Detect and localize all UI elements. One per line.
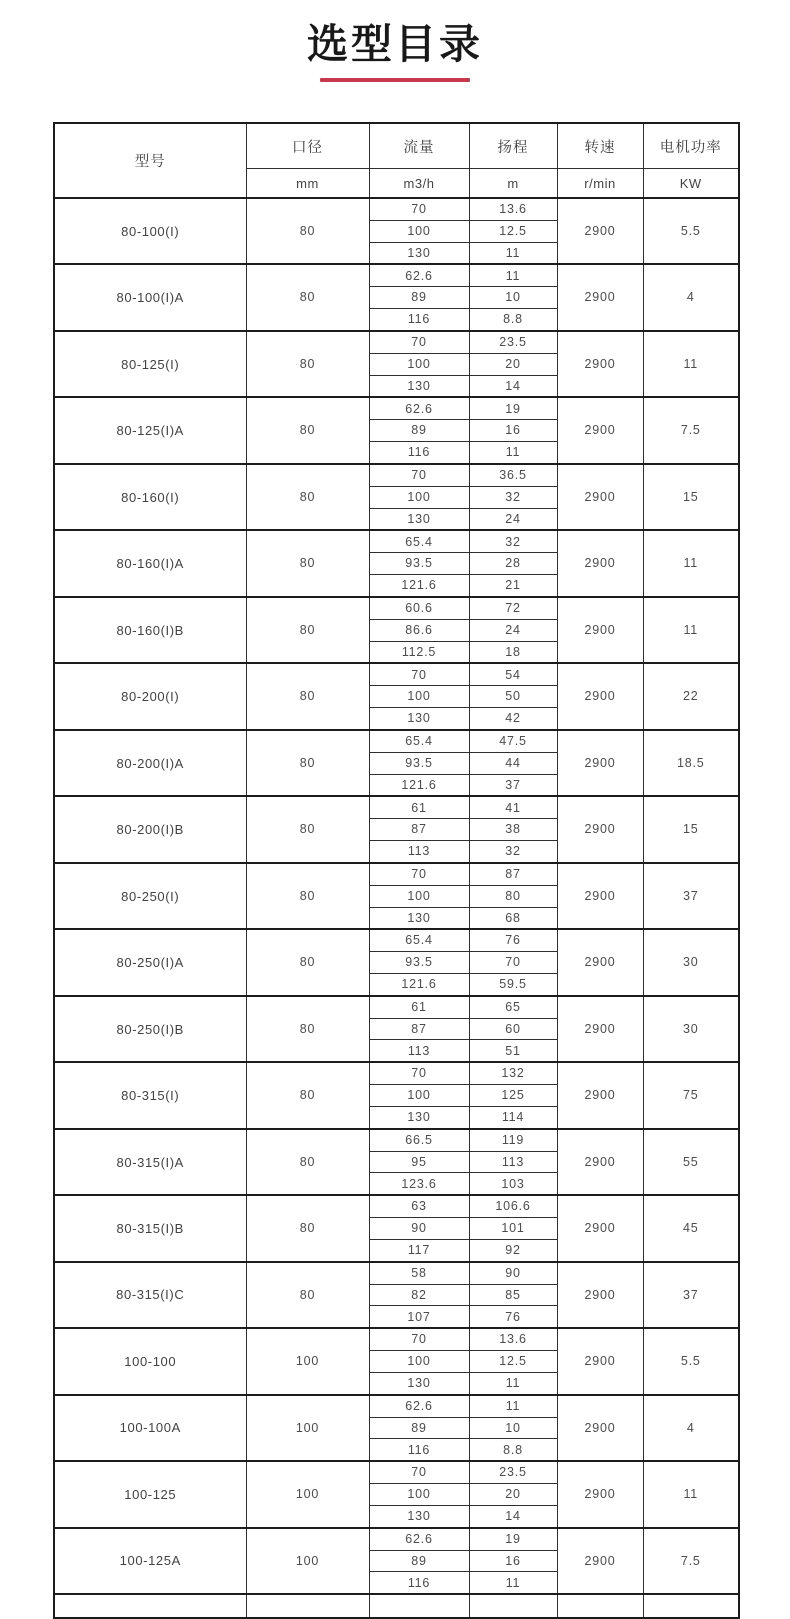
table-row-cutoff: [54, 1594, 739, 1618]
power-cell: 11: [643, 530, 739, 596]
diameter-cell: 80: [246, 863, 369, 929]
head-cell: 10: [469, 287, 557, 309]
flow-cell: 87: [369, 1018, 469, 1040]
col-header-speed: 转速: [557, 123, 643, 169]
power-cell: 18.5: [643, 730, 739, 796]
table-row: [54, 397, 739, 419]
table-row: [54, 1129, 739, 1151]
head-cell: 101: [469, 1218, 557, 1240]
table-row: [54, 331, 739, 353]
head-cell: 20: [469, 1484, 557, 1506]
power-cell: 37: [643, 1262, 739, 1328]
flow-cell: 70: [369, 198, 469, 220]
flow-cell: 62.6: [369, 264, 469, 286]
diameter-cell: 80: [246, 1129, 369, 1195]
head-cell: 41: [469, 796, 557, 818]
head-cell: 16: [469, 420, 557, 442]
flow-cell: 93.5: [369, 952, 469, 974]
flow-cell: 65.4: [369, 730, 469, 752]
flow-cell: 116: [369, 309, 469, 331]
speed-cell: 2900: [557, 1262, 643, 1328]
head-cell: 50: [469, 686, 557, 708]
speed-cell: 2900: [557, 996, 643, 1062]
head-cell: 14: [469, 375, 557, 397]
flow-cell: 61: [369, 796, 469, 818]
speed-cell: 2900: [557, 1528, 643, 1594]
table-row: [54, 796, 739, 818]
flow-cell: 130: [369, 242, 469, 264]
flow-cell: 58: [369, 1262, 469, 1284]
model-cell: 80-200(I)A: [54, 730, 246, 796]
head-cell: 85: [469, 1284, 557, 1306]
head-cell: 59.5: [469, 973, 557, 995]
flow-cell: 66.5: [369, 1129, 469, 1151]
head-cell: 16: [469, 1550, 557, 1572]
catalog-table-body: [54, 198, 739, 1618]
title-underline-accent: [320, 78, 470, 82]
table-row: [54, 730, 739, 752]
flow-cell: 130: [369, 1372, 469, 1394]
table-header: [54, 123, 739, 198]
unit-diameter: mm: [246, 169, 369, 199]
col-header-head: 扬程: [469, 123, 557, 169]
head-cell: 19: [469, 1528, 557, 1550]
head-cell: 132: [469, 1062, 557, 1084]
flow-cell: 113: [369, 841, 469, 863]
head-cell: 60: [469, 1018, 557, 1040]
model-cell: 80-125(I): [54, 331, 246, 397]
flow-cell: 116: [369, 1572, 469, 1594]
flow-cell: 95: [369, 1151, 469, 1173]
flow-cell: 100: [369, 1085, 469, 1107]
table-row: [54, 929, 739, 951]
flow-cell: 70: [369, 464, 469, 486]
head-cell: 44: [469, 752, 557, 774]
model-cell: 80-160(I)A: [54, 530, 246, 596]
head-cell: 90: [469, 1262, 557, 1284]
flow-cell: 70: [369, 663, 469, 685]
flow-cell: 100: [369, 686, 469, 708]
head-cell: 80: [469, 885, 557, 907]
head-cell: 19: [469, 397, 557, 419]
power-cell: 15: [643, 796, 739, 862]
table-row: [54, 996, 739, 1018]
flow-cell: 130: [369, 375, 469, 397]
diameter-cell: 80: [246, 331, 369, 397]
speed-cell: 2900: [557, 530, 643, 596]
flow-cell: 130: [369, 1505, 469, 1527]
head-cell: 103: [469, 1173, 557, 1195]
flow-cell: 117: [369, 1239, 469, 1261]
col-header-power: 电机功率: [643, 123, 739, 169]
head-cell: 12.5: [469, 1351, 557, 1373]
speed-cell: 2900: [557, 929, 643, 995]
flow-cell: 60.6: [369, 597, 469, 619]
head-cell: 23.5: [469, 1461, 557, 1483]
table-row: [54, 597, 739, 619]
flow-cell: 63: [369, 1195, 469, 1217]
power-cell: 30: [643, 996, 739, 1062]
power-cell: 7.5: [643, 1528, 739, 1594]
head-cell: 11: [469, 1395, 557, 1417]
flow-cell: 89: [369, 287, 469, 309]
head-cell: 20: [469, 353, 557, 375]
head-cell: 11: [469, 1572, 557, 1594]
speed-cell: 2900: [557, 1062, 643, 1128]
page-title: 选型目录: [307, 21, 483, 67]
flow-cell: 123.6: [369, 1173, 469, 1195]
diameter-cell: 100: [246, 1328, 369, 1394]
diameter-cell: 100: [246, 1461, 369, 1527]
diameter-cell: 80: [246, 264, 369, 330]
table-row: [54, 1062, 739, 1084]
speed-cell: 2900: [557, 597, 643, 663]
power-cell: 30: [643, 929, 739, 995]
power-cell: 22: [643, 663, 739, 729]
power-cell: 37: [643, 863, 739, 929]
col-header-model: 型号: [54, 123, 246, 198]
head-cell: 70: [469, 952, 557, 974]
model-cell: 80-315(I): [54, 1062, 246, 1128]
head-cell: 24: [469, 619, 557, 641]
stub-cell: [469, 1594, 557, 1618]
head-cell: 8.8: [469, 309, 557, 331]
power-cell: 4: [643, 1395, 739, 1461]
head-cell: 51: [469, 1040, 557, 1062]
model-cell: 80-200(I)B: [54, 796, 246, 862]
head-cell: 12.5: [469, 220, 557, 242]
diameter-cell: 80: [246, 996, 369, 1062]
diameter-cell: 80: [246, 929, 369, 995]
table-row: [54, 1395, 739, 1417]
power-cell: 5.5: [643, 1328, 739, 1394]
model-cell: 80-250(I): [54, 863, 246, 929]
model-cell: 80-100(I)A: [54, 264, 246, 330]
head-cell: 72: [469, 597, 557, 619]
table-row: [54, 198, 739, 220]
flow-cell: 65.4: [369, 929, 469, 951]
unit-power: KW: [643, 169, 739, 199]
flow-cell: 100: [369, 1351, 469, 1373]
model-cell: 80-250(I)A: [54, 929, 246, 995]
flow-cell: 62.6: [369, 1528, 469, 1550]
flow-cell: 90: [369, 1218, 469, 1240]
speed-cell: 2900: [557, 1328, 643, 1394]
flow-cell: 121.6: [369, 973, 469, 995]
head-cell: 11: [469, 264, 557, 286]
flow-cell: 130: [369, 708, 469, 730]
speed-cell: 2900: [557, 1395, 643, 1461]
head-cell: 11: [469, 1372, 557, 1394]
head-cell: 47.5: [469, 730, 557, 752]
col-header-diameter: 口径: [246, 123, 369, 169]
table-row: [54, 264, 739, 286]
model-cell: 80-160(I)B: [54, 597, 246, 663]
unit-speed: r/min: [557, 169, 643, 199]
table-row: [54, 464, 739, 486]
power-cell: 4: [643, 264, 739, 330]
table-row: [54, 1528, 739, 1550]
stub-cell: [246, 1594, 369, 1618]
head-cell: 24: [469, 508, 557, 530]
flow-cell: 121.6: [369, 774, 469, 796]
head-cell: 76: [469, 1306, 557, 1328]
power-cell: 11: [643, 597, 739, 663]
head-cell: 37: [469, 774, 557, 796]
head-cell: 18: [469, 641, 557, 663]
head-cell: 76: [469, 929, 557, 951]
stub-cell: [54, 1594, 246, 1618]
head-cell: 13.6: [469, 198, 557, 220]
flow-cell: 65.4: [369, 530, 469, 552]
head-cell: 54: [469, 663, 557, 685]
table-row: [54, 663, 739, 685]
model-cell: 80-125(I)A: [54, 397, 246, 463]
diameter-cell: 80: [246, 397, 369, 463]
power-cell: 15: [643, 464, 739, 530]
head-cell: 87: [469, 863, 557, 885]
speed-cell: 2900: [557, 863, 643, 929]
selection-table: [53, 122, 740, 1619]
head-cell: 28: [469, 553, 557, 575]
model-cell: 80-315(I)C: [54, 1262, 246, 1328]
speed-cell: 2900: [557, 1195, 643, 1261]
head-cell: 68: [469, 907, 557, 929]
flow-cell: 93.5: [369, 752, 469, 774]
flow-cell: 100: [369, 353, 469, 375]
head-cell: 32: [469, 486, 557, 508]
model-cell: 100-100: [54, 1328, 246, 1394]
flow-cell: 62.6: [369, 1395, 469, 1417]
model-cell: 80-250(I)B: [54, 996, 246, 1062]
flow-cell: 86.6: [369, 619, 469, 641]
power-cell: 55: [643, 1129, 739, 1195]
flow-cell: 107: [369, 1306, 469, 1328]
flow-cell: 70: [369, 1062, 469, 1084]
flow-cell: 89: [369, 420, 469, 442]
head-cell: 32: [469, 841, 557, 863]
diameter-cell: 80: [246, 730, 369, 796]
flow-cell: 116: [369, 1439, 469, 1461]
diameter-cell: 80: [246, 597, 369, 663]
head-cell: 42: [469, 708, 557, 730]
head-cell: 106.6: [469, 1195, 557, 1217]
table-row: [54, 530, 739, 552]
model-cell: 80-315(I)B: [54, 1195, 246, 1261]
flow-cell: 112.5: [369, 641, 469, 663]
flow-cell: 82: [369, 1284, 469, 1306]
power-cell: 45: [643, 1195, 739, 1261]
diameter-cell: 100: [246, 1395, 369, 1461]
diameter-cell: 100: [246, 1528, 369, 1594]
power-cell: 5.5: [643, 198, 739, 264]
head-cell: 113: [469, 1151, 557, 1173]
model-cell: 80-315(I)A: [54, 1129, 246, 1195]
head-cell: 11: [469, 242, 557, 264]
stub-cell: [557, 1594, 643, 1618]
head-cell: 21: [469, 575, 557, 597]
speed-cell: 2900: [557, 796, 643, 862]
head-cell: 36.5: [469, 464, 557, 486]
flow-cell: 89: [369, 1550, 469, 1572]
diameter-cell: 80: [246, 1062, 369, 1128]
head-cell: 14: [469, 1505, 557, 1527]
selection-table-container: [53, 122, 738, 1619]
flow-cell: 130: [369, 1106, 469, 1128]
model-cell: 100-125: [54, 1461, 246, 1527]
diameter-cell: 80: [246, 663, 369, 729]
speed-cell: 2900: [557, 464, 643, 530]
head-cell: 32: [469, 530, 557, 552]
diameter-cell: 80: [246, 198, 369, 264]
speed-cell: 2900: [557, 1461, 643, 1527]
head-cell: 38: [469, 819, 557, 841]
unit-flow: m3/h: [369, 169, 469, 199]
flow-cell: 130: [369, 907, 469, 929]
flow-cell: 89: [369, 1417, 469, 1439]
power-cell: 7.5: [643, 397, 739, 463]
head-cell: 10: [469, 1417, 557, 1439]
head-cell: 11: [469, 442, 557, 464]
table-row: [54, 1461, 739, 1483]
flow-cell: 121.6: [369, 575, 469, 597]
power-cell: 11: [643, 331, 739, 397]
speed-cell: 2900: [557, 397, 643, 463]
header-row-titles: [54, 123, 739, 169]
table-row: [54, 1262, 739, 1284]
power-cell: 11: [643, 1461, 739, 1527]
flow-cell: 70: [369, 1461, 469, 1483]
model-cell: 80-160(I): [54, 464, 246, 530]
stub-cell: [369, 1594, 469, 1618]
head-cell: 8.8: [469, 1439, 557, 1461]
stub-cell: [643, 1594, 739, 1618]
head-cell: 114: [469, 1106, 557, 1128]
flow-cell: 87: [369, 819, 469, 841]
diameter-cell: 80: [246, 1195, 369, 1261]
power-cell: 75: [643, 1062, 739, 1128]
unit-head: m: [469, 169, 557, 199]
diameter-cell: 80: [246, 1262, 369, 1328]
table-row: [54, 1328, 739, 1350]
flow-cell: 62.6: [369, 397, 469, 419]
table-row: [54, 863, 739, 885]
head-cell: 65: [469, 996, 557, 1018]
flow-cell: 70: [369, 863, 469, 885]
col-header-flow: 流量: [369, 123, 469, 169]
speed-cell: 2900: [557, 663, 643, 729]
flow-cell: 100: [369, 1484, 469, 1506]
model-cell: 100-100A: [54, 1395, 246, 1461]
flow-cell: 70: [369, 331, 469, 353]
diameter-cell: 80: [246, 796, 369, 862]
head-cell: 13.6: [469, 1328, 557, 1350]
flow-cell: 93.5: [369, 553, 469, 575]
speed-cell: 2900: [557, 331, 643, 397]
model-cell: 100-125A: [54, 1528, 246, 1594]
model-cell: 80-100(I): [54, 198, 246, 264]
flow-cell: 116: [369, 442, 469, 464]
flow-cell: 61: [369, 996, 469, 1018]
speed-cell: 2900: [557, 264, 643, 330]
diameter-cell: 80: [246, 464, 369, 530]
head-cell: 125: [469, 1085, 557, 1107]
table-row: [54, 1195, 739, 1217]
flow-cell: 100: [369, 885, 469, 907]
head-cell: 92: [469, 1239, 557, 1261]
head-cell: 119: [469, 1129, 557, 1151]
flow-cell: 100: [369, 486, 469, 508]
speed-cell: 2900: [557, 1129, 643, 1195]
model-cell: 80-200(I): [54, 663, 246, 729]
flow-cell: 113: [369, 1040, 469, 1062]
diameter-cell: 80: [246, 530, 369, 596]
speed-cell: 2900: [557, 198, 643, 264]
speed-cell: 2900: [557, 730, 643, 796]
flow-cell: 130: [369, 508, 469, 530]
flow-cell: 70: [369, 1328, 469, 1350]
head-cell: 23.5: [469, 331, 557, 353]
flow-cell: 100: [369, 220, 469, 242]
